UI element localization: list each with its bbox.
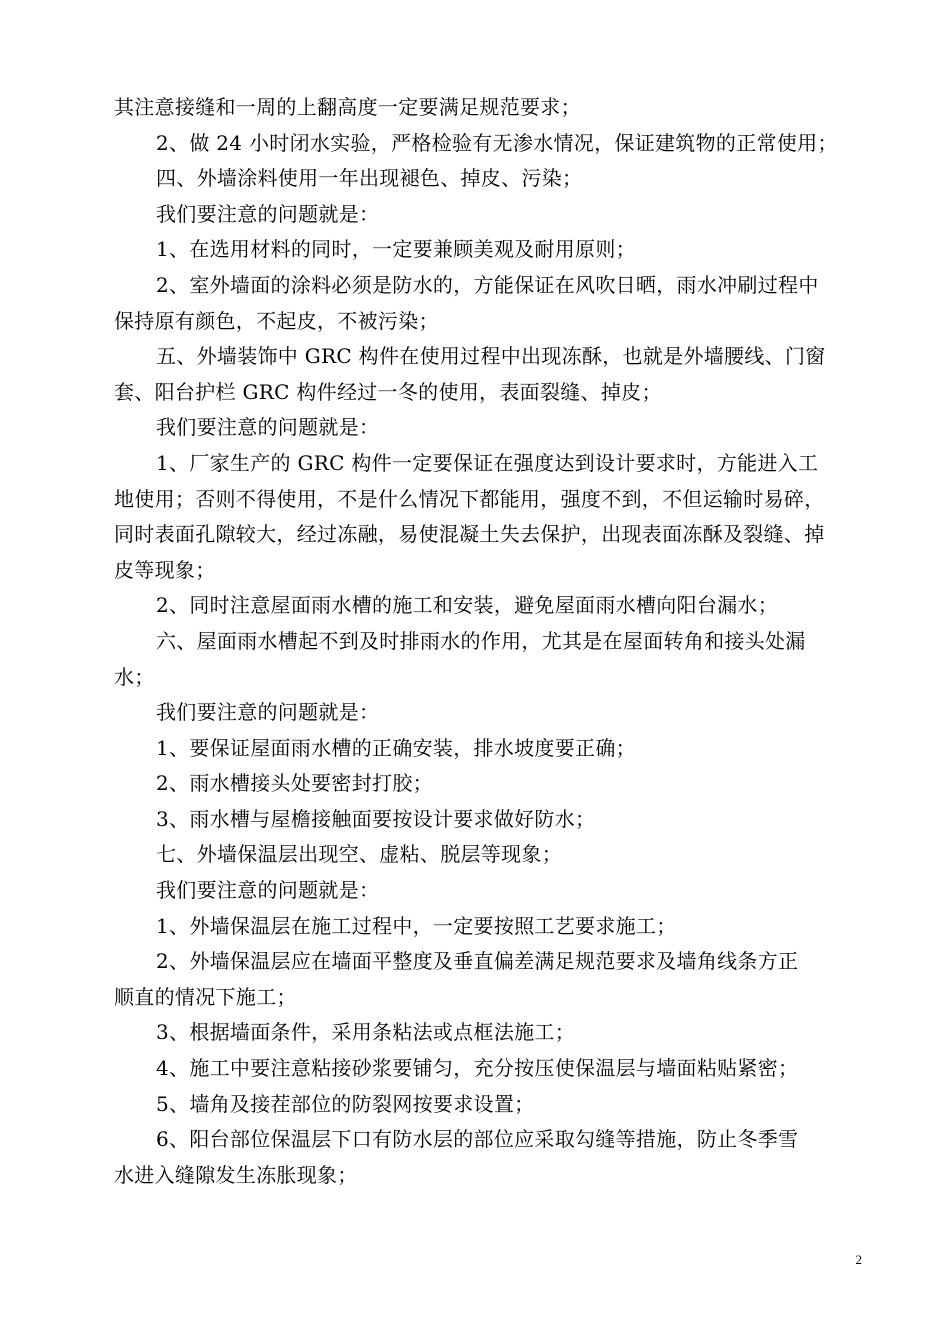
text-line: 四、外墙涂料使用一年出现褪色、掉皮、污染；	[156, 166, 583, 191]
text-line: 1、要保证屋面雨水槽的正确安装，排水坡度要正确；	[156, 735, 636, 760]
text-line: 顺直的情况下施工；	[114, 984, 297, 1009]
document-body	[114, 90, 862, 1193]
text-line: 我们要注意的问题就是：	[156, 415, 380, 440]
text-line: 1、在选用材料的同时，一定要兼顾美观及耐用原则；	[156, 237, 636, 262]
text-line: 六、屋面雨水槽起不到及时排雨水的作用，尤其是在屋面转角和接头处漏	[156, 628, 806, 653]
text-line: 2、做 24 小时闭水实验，严格检验有无渗水情况，保证建筑物的正常使用；	[156, 130, 838, 155]
text-line: 我们要注意的问题就是：	[156, 201, 380, 226]
page-number: 2	[855, 1252, 862, 1267]
text-line: 1、厂家生产的 GRC 构件一定要保证在强度达到设计要求时，方能进入工	[156, 450, 819, 475]
text-line: 2、外墙保温层应在墙面平整度及垂直偏差满足规范要求及墙角线条方正	[156, 949, 799, 974]
text-line: 皮等现象；	[114, 557, 216, 582]
text-line: 五、外墙装饰中 GRC 构件在使用过程中出现冻酥，也就是外墙腰线、门窗	[156, 344, 826, 369]
text-line: 我们要注意的问题就是：	[156, 700, 380, 725]
text-line: 2、同时注意屋面雨水槽的施工和安装，避免屋面雨水槽向阳台漏水；	[156, 593, 779, 618]
text-line: 4、施工中要注意粘接砂浆要铺匀，充分按压使保温层与墙面粘贴紧密；	[156, 1056, 799, 1081]
text-line: 5、墙角及接茬部位的防裂网按要求设置；	[156, 1091, 535, 1116]
text-line: 1、外墙保温层在施工过程中，一定要按照工艺要求施工；	[156, 913, 677, 938]
text-line: 地使用；否则不得使用，不是什么情况下都能用，强度不到，不但运输时易碎，	[114, 486, 825, 511]
text-line: 水；	[114, 664, 155, 689]
text-line: 3、雨水槽与屋檐接触面要按设计要求做好防水；	[156, 806, 596, 831]
text-line: 2、室外墙面的涂料必须是防水的，方能保证在风吹日晒，雨水冲刷过程中	[156, 272, 819, 297]
text-line: 其注意接缝和一周的上翻高度一定要满足规范要求；	[114, 95, 581, 119]
text-line: 同时表面孔隙较大，经过冻融，易使混凝土失去保护，出现表面冻酥及裂缝、掉	[114, 522, 825, 547]
text-line: 水进入缝隙发生冻胀现象；	[114, 1162, 358, 1187]
text-line: 3、根据墙面条件，采用条粘法或点框法施工；	[156, 1020, 576, 1045]
text-line: 保持原有颜色，不起皮，不被污染；	[114, 308, 439, 333]
text-line: 2、雨水槽接头处要密封打胶；	[156, 771, 433, 796]
text-line: 我们要注意的问题就是：	[156, 878, 380, 903]
text-line: 套、阳台护栏 GRC 构件经过一冬的使用，表面裂缝、掉皮；	[114, 379, 662, 404]
text-line: 七、外墙保温层出现空、虚粘、脱层等现象；	[156, 842, 562, 867]
text-line: 6、阳台部位保温层下口有防水层的部位应采取勾缝等措施，防止冬季雪	[156, 1127, 799, 1152]
